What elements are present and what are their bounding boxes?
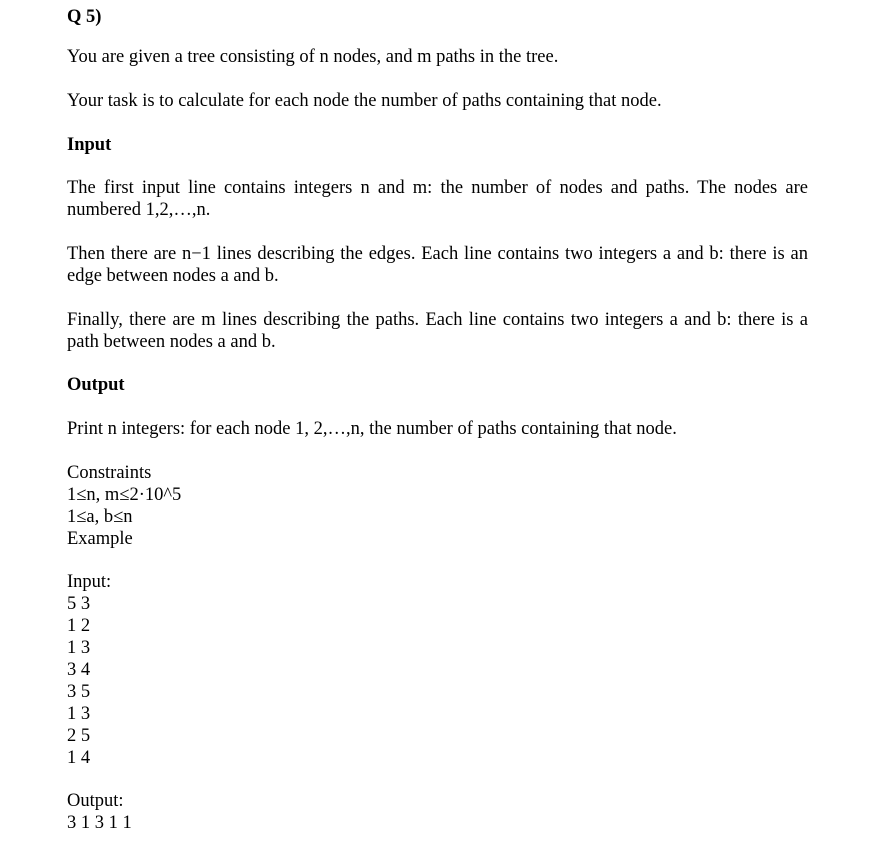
constraint-nm: 1≤n, m≤2·10^5 [67, 485, 182, 505]
constraints-label: Constraints [67, 463, 152, 483]
example-input-line: 3 5 [67, 682, 91, 702]
intro-line-1: You are given a tree consisting of n nodes, and m paths in the tree. [67, 47, 559, 67]
example-input-line: 2 5 [67, 726, 91, 746]
example-input-line: 1 3 [67, 704, 91, 724]
example-input-line: 3 4 [67, 660, 91, 680]
output-heading: Output [67, 375, 125, 395]
input-heading: Input [67, 135, 112, 155]
example-input-line: 5 3 [67, 594, 91, 614]
input-paragraph-1: The first input line contains integers n and m: the number of nodes and paths. The nodes are numbered 1,2,…,n. [67, 178, 808, 220]
question-label: Q 5) [67, 7, 102, 27]
intro-line-2: Your task is to calculate for each node the number of paths containing that node. [67, 91, 662, 111]
constraint-ab: 1≤a, b≤n [67, 507, 133, 527]
example-input-line: 1 4 [67, 748, 91, 768]
constraints-block [67, 462, 181, 550]
example-output-block [67, 790, 132, 834]
example-label: Example [67, 529, 133, 549]
input-paragraph-3: Finally, there are m lines describing the paths. Each line contains two integers a and b: there is a path between nodes a and b. [67, 310, 808, 352]
example-output-label: Output: [67, 791, 124, 811]
example-output-line: 3 1 3 1 1 [67, 813, 132, 833]
example-input-label: Input: [67, 572, 112, 592]
input-paragraph-2: Then there are n−1 lines describing the edges. Each line contains two integers a and b: there is an edge between nodes a and b. [67, 244, 808, 286]
example-input-line: 1 3 [67, 638, 91, 658]
example-input-block [67, 571, 111, 769]
output-paragraph: Print n integers: for each node 1, 2,…,n, the number of paths containing that node. [67, 419, 677, 439]
example-input-line: 1 2 [67, 616, 91, 636]
